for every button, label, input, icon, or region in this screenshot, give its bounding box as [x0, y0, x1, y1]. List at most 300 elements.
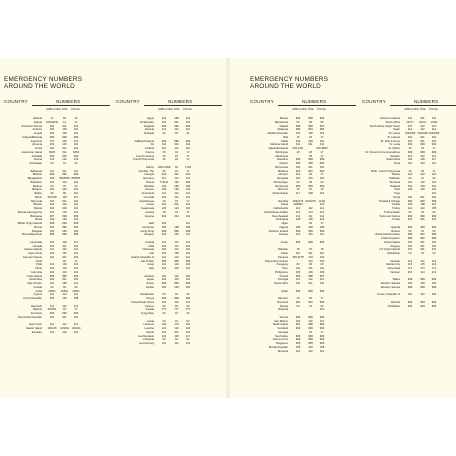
ambulance-number: 150 [49, 229, 55, 233]
fire-number: 93 [309, 180, 312, 184]
country-name: Spain [393, 128, 400, 132]
fire-number: 113 [420, 162, 425, 165]
ambulance-number: 1300-1399 [157, 165, 171, 169]
police-number: 110 [185, 128, 191, 132]
fire-number: 011 [308, 267, 313, 270]
fire-number: 26811 [60, 289, 69, 293]
country-name: Northern Ireland [268, 229, 288, 233]
police-number: 110 [185, 248, 191, 252]
country-name: San Marino [274, 319, 288, 323]
ambulance-subheading: AMBULANCE [292, 108, 307, 111]
ambulance-number: 104 [161, 233, 167, 237]
country-name: Cook Islands [26, 274, 42, 278]
country-name: Portugal [277, 278, 288, 282]
country-name: Hong Kong [140, 229, 154, 233]
police-number: 999 [73, 312, 79, 315]
numbers-heading: NUMBERS [56, 99, 81, 104]
country-name: Bermuda [31, 199, 42, 203]
police-number: 110 [73, 132, 79, 135]
police-number: 112 [185, 300, 191, 304]
police-number: 999 [431, 225, 437, 229]
fire-number: 119 [62, 270, 67, 274]
ambulance-number: 199 [49, 177, 55, 180]
country-name: Brazil [35, 218, 42, 222]
ambulance-number: 999 [161, 124, 167, 128]
police-number: 999 [185, 259, 191, 263]
police-number: 192 [185, 285, 191, 289]
fire-number: 193 [174, 285, 179, 289]
police-number: 911 [431, 139, 437, 143]
police-number: 999 [431, 237, 437, 240]
ambulance-number: 998 [407, 233, 413, 237]
country-name: Djibouti [33, 308, 42, 312]
ambulance-number: 999 [407, 278, 413, 282]
fire-number: 125 [174, 252, 179, 255]
country-name: United Arab Emirates [374, 233, 400, 237]
ambulance-number: 113 [407, 263, 413, 267]
fire-number: 911 [62, 244, 67, 248]
police-number: 110 [185, 177, 191, 180]
country-name: Jersey [146, 282, 154, 285]
ambulance-number: 911 [407, 218, 413, 222]
fire-number: 114 [308, 210, 313, 214]
fire-number: 01 [421, 177, 424, 180]
country-name: Finland [145, 147, 154, 150]
fire-number: 911 [308, 165, 313, 169]
ambulance-number: 998 [295, 124, 301, 128]
ambulance-number: 999 [295, 315, 301, 319]
fire-number: 999 [174, 139, 179, 143]
police-number: 911 [73, 278, 79, 282]
fire-number: 101 [174, 244, 179, 248]
ambulance-number: 118 [161, 248, 167, 252]
ambulance-number: 112 [161, 192, 167, 195]
country-name: Cuba [35, 289, 42, 293]
country-name: United States [383, 240, 400, 244]
country-name: Slovak Republic [268, 345, 288, 349]
ambulance-number: 911 [295, 143, 301, 147]
police-number: 993 [73, 225, 79, 229]
police-number: 114 [319, 210, 325, 214]
fire-number: 15 [309, 188, 312, 192]
police-number: 911 [319, 165, 325, 169]
country-heading: COUNTRY [4, 99, 29, 104]
fire-number: 105 [174, 233, 179, 237]
country-name: Honduras [142, 225, 154, 229]
country-name: Macau [279, 117, 288, 120]
fire-number: 18 [175, 199, 178, 203]
country-name: Kuwait [145, 308, 154, 312]
ambulance-number: 112 [407, 259, 413, 263]
fire-number: 112 [62, 248, 67, 252]
police-number: 10111 [318, 199, 326, 203]
ambulance-number: 103 [49, 143, 55, 147]
country-name: Liechtenstein [138, 334, 154, 338]
fire-number: 911 [308, 282, 313, 285]
fire-number: 999 [174, 282, 179, 285]
country-name: Netherlands Antilles [264, 210, 288, 214]
ambulance-number: 112 [295, 173, 301, 177]
ambulance-number: 100215 [47, 327, 57, 330]
police-number: 911 [431, 117, 437, 120]
country-name: Burma/Myanmar [22, 233, 42, 237]
fire-number: 112 [308, 207, 313, 210]
police-number: 110 [185, 207, 191, 210]
police-number: 02 [186, 319, 190, 323]
police-number: 911 [185, 143, 191, 147]
fire-number: 118 [308, 132, 313, 135]
country-name: France [145, 150, 154, 154]
country-name: Japan [146, 278, 154, 282]
fire-number: 911 [62, 150, 67, 154]
country-name: Romania [277, 300, 288, 304]
police-number: 999 [185, 124, 191, 128]
ambulance-number: 15 [162, 154, 166, 158]
country-name: Micronesia [275, 165, 288, 169]
ambulance-number: 121 [161, 327, 167, 330]
fire-number: 112 [62, 304, 67, 308]
ambulance-number: 100 [49, 188, 55, 192]
ambulance-number: 999 [49, 222, 55, 225]
country-name: St. Lucia [389, 143, 400, 147]
country-name: Luxembourg [139, 342, 154, 345]
police-number: 999 [431, 233, 437, 237]
fire-number: 18 [309, 297, 312, 300]
country-name: Niger [281, 222, 288, 225]
ambulance-number: 190 [407, 203, 413, 207]
ambulance-number: 128 [295, 218, 301, 222]
fire-number: 122 [62, 158, 67, 162]
country-name: Korea/South Korea [131, 300, 154, 304]
police-number: 6666 [73, 150, 79, 154]
ambulance-number: 119 [407, 173, 413, 177]
country-name: Yemen, Republic of [376, 293, 400, 297]
ambulance-number: 155 [49, 297, 55, 300]
fire-number: 995 [62, 225, 67, 229]
numbers-heading: NUMBERS [168, 99, 193, 104]
police-number: 112 [319, 278, 325, 282]
fire-number: 115 [420, 263, 425, 267]
fire-number: 119 [62, 267, 67, 270]
country-name: Kenya [146, 297, 154, 300]
country-name: Australia [31, 154, 42, 158]
country-name: Albania [33, 117, 42, 120]
police-number: 92 [74, 285, 78, 289]
fire-number: 118 [62, 128, 67, 132]
country-name: Mauritania [275, 154, 288, 158]
country-name: Maldive Republic [267, 132, 288, 135]
country-name: Russia [279, 304, 288, 308]
police-number: 999 [319, 334, 325, 338]
ambulance-number: 000 [49, 154, 55, 158]
country-name: Tanzania [389, 180, 400, 184]
country-name: Latvia [146, 319, 154, 323]
ambulance-number: 119 [161, 300, 167, 304]
ambulance-number: 903 [295, 169, 301, 173]
country-name: Uganda [390, 225, 400, 229]
country-name: Benin [35, 195, 42, 199]
country-name: Poland [279, 274, 288, 278]
police-number: 02 [186, 293, 190, 297]
fire-number: 18 [175, 210, 178, 214]
fire-number: 18 [309, 330, 312, 334]
country-name: Monaco [278, 173, 288, 177]
fire-number: 068 [308, 162, 313, 165]
ambulance-number: 911 [49, 124, 55, 128]
fire-number: 198 [308, 192, 313, 195]
police-number: 17 [74, 259, 78, 263]
country-name: Western Sahara [380, 282, 400, 285]
police-number: 110 [73, 128, 79, 132]
ambulance-number: 119 [49, 270, 55, 274]
fire-subheading: FIRE [62, 108, 68, 111]
ambulance-number: 118 [295, 319, 301, 323]
police-number: 02 [186, 338, 190, 342]
police-number: 995 [431, 304, 437, 308]
ambulance-number: 911 [407, 248, 413, 252]
ambulance-number: 994 [407, 304, 413, 308]
ambulance-number: 199 [161, 184, 167, 188]
ambulance-number: 999 [295, 289, 301, 293]
ambulance-number: 911 [161, 120, 167, 124]
fire-number: 115 [174, 267, 179, 270]
country-name: Zambia [391, 300, 400, 304]
police-number: 117 [431, 158, 437, 162]
police-number: 997 [319, 124, 325, 128]
fire-number: 199 [174, 188, 179, 192]
police-number: 112 [73, 304, 79, 308]
ambulance-number: 123 [161, 207, 167, 210]
fire-number: 112 [174, 177, 179, 180]
country-name: Mexico [279, 162, 288, 165]
fire-number: 110 [308, 259, 313, 263]
country-name: Egypt [147, 117, 154, 120]
police-number: 112 [185, 192, 191, 195]
country-name: Chile [35, 263, 42, 267]
police-number: 999 [431, 278, 437, 282]
police-number: 112 [185, 147, 191, 150]
numbers-heading: NUMBERS [414, 99, 439, 104]
fire-number: 190 [174, 184, 179, 188]
fire-number: 18 [309, 222, 312, 225]
country-name: Jordan [145, 285, 154, 289]
country-name: Greenland [141, 192, 154, 195]
country-name: Mozambique [272, 192, 288, 195]
police-number: 17 [320, 222, 324, 225]
country-name: South Africa [385, 120, 400, 124]
fire-number: 999 [174, 124, 179, 128]
fire-number: 01 [175, 293, 178, 297]
country-name: El Salvador [140, 120, 154, 124]
ambulance-number: 15 [296, 150, 300, 154]
police-number: 113 [319, 349, 325, 353]
country-name: Fiji [150, 143, 154, 147]
fire-number: 119 [62, 207, 67, 210]
ambulance-number: 911 [161, 143, 167, 147]
country-name: Belize [34, 192, 42, 195]
country-name: Rwanda [278, 308, 288, 312]
fire-number: 911 [420, 117, 425, 120]
fire-number: 166 [308, 270, 313, 274]
police-subheading: POLICE [429, 108, 438, 111]
fire-number: 18 [175, 154, 178, 158]
police-number: 101 [73, 330, 79, 334]
country-name: St. Martin [388, 147, 400, 150]
country-name: Lebanon [143, 323, 154, 327]
fire-number: 998 [308, 274, 313, 278]
police-number: 999 [319, 117, 325, 120]
ambulance-number: 999 [407, 225, 413, 229]
police-number: 110 [185, 278, 191, 282]
ambulance-number: 911 [49, 315, 55, 319]
ambulance-number: 118 [49, 207, 55, 210]
ambulance-number: 110 [49, 282, 55, 285]
police-number: 911 [73, 169, 79, 173]
ambulance-number: 911 [49, 199, 55, 203]
country-name: India [148, 244, 154, 248]
ambulance-number: 999 [295, 338, 301, 342]
police-number: 999 [431, 285, 437, 289]
ambulance-number: 999 [49, 312, 55, 315]
fire-number: 999 [420, 285, 425, 289]
police-number: 17 [320, 173, 324, 177]
fire-number: 18 [175, 150, 178, 154]
country-name: Cayman Islands [22, 255, 42, 259]
fire-number: 999 [174, 229, 179, 233]
fire-number: 18 [175, 158, 178, 162]
fire-number: 18 [63, 259, 66, 263]
police-number: 150 [431, 282, 437, 285]
police-number: 999 [185, 180, 191, 184]
ambulance-number: 991 [49, 225, 55, 229]
country-name: Philippines [275, 270, 288, 274]
fire-number: 981 [308, 300, 313, 304]
fire-number: 2032270 [305, 199, 316, 203]
police-number: 999 [319, 229, 325, 233]
country-name: Indonesia [142, 248, 154, 252]
ambulance-number: 15 [408, 169, 412, 173]
country-name: Ukraine [390, 229, 400, 233]
fire-number: 115 [308, 218, 313, 222]
country-name: Cape Verde [27, 252, 42, 255]
country-name: Costa Rica [28, 278, 42, 282]
police-number: 194 [431, 293, 437, 297]
country-name: Tuvalu [392, 218, 400, 222]
ambulance-number: 15 [296, 135, 300, 139]
fire-number: 118 [420, 158, 425, 162]
ambulance-number: 195 [161, 225, 167, 229]
country-name: Iran [149, 252, 154, 255]
country-name: Seychelles [275, 334, 288, 338]
country-name: Canary Islands [24, 248, 42, 252]
police-number: 100244 [71, 327, 81, 330]
country-name: Vietnam [390, 270, 400, 274]
fire-number: 175 [174, 323, 179, 327]
police-number: 911 [73, 147, 79, 150]
ambulance-number: 110 [407, 162, 413, 165]
country-name: Canada [32, 244, 42, 248]
police-number: 112 [319, 233, 325, 237]
fire-number: 911 [174, 120, 179, 124]
country-name: Haiti [148, 222, 154, 225]
fire-number: 01 [421, 229, 424, 233]
fire-number: 119 [420, 173, 425, 177]
fire-number: 193 [62, 218, 67, 222]
country-name: Nepal [280, 203, 288, 207]
police-number: 999 [73, 135, 79, 139]
country-name: Tonga [392, 195, 400, 199]
police-number: 999 [319, 128, 325, 132]
country-name: Hungary [143, 233, 154, 237]
police-number: 92 [320, 120, 324, 124]
ambulance-number: 166 [295, 270, 301, 274]
country-name: Antigua/Barbuda [21, 135, 42, 139]
police-number: 113 [319, 319, 325, 323]
country-name: Montserrat [275, 184, 288, 188]
country-name: Liberia [145, 330, 154, 334]
ambulance-number: 999 [407, 300, 413, 304]
police-number: 166 [73, 229, 79, 233]
fire-number: 997 [420, 233, 425, 237]
ambulance-number: 022 [161, 173, 167, 177]
fire-number: 911 [62, 255, 67, 259]
fire-number: 999 [308, 184, 313, 188]
fire-number: 993 [420, 300, 425, 304]
ambulance-number: 119 [161, 278, 167, 282]
police-number: 132 [73, 252, 79, 255]
fire-number: 199 [308, 139, 313, 143]
ambulance-number: 111 [295, 214, 301, 218]
country-name: Côte d'Ivoire [26, 282, 42, 285]
ambulance-number: 107 [407, 124, 413, 128]
country-name: Qatar [281, 289, 288, 293]
country-name: Taiwan [391, 173, 400, 177]
police-number: 955 [319, 300, 325, 304]
country-name: Dominica [30, 312, 42, 315]
country-name: Bahrain [32, 173, 42, 177]
ambulance-number: 118 [49, 128, 55, 132]
ambulance-number: 999 [49, 135, 55, 139]
ambulance-number: 14/Dakhla [45, 120, 59, 124]
police-number: 02 [74, 162, 78, 165]
fire-number: 119 [420, 188, 425, 192]
country-name: Iceland [145, 240, 154, 244]
fire-number: 911 [420, 135, 425, 139]
ambulance-number: 10177 [406, 120, 414, 124]
ambulance-number: 191 [407, 184, 413, 188]
fire-number: 18 [309, 150, 312, 154]
ambulance-number: 999 [295, 158, 301, 162]
country-name: Uruguay [389, 244, 400, 248]
ambulance-number: 228094 [293, 203, 303, 207]
police-number: 119 [73, 270, 79, 274]
police-number: 171 [431, 267, 437, 270]
police-number: 112 [431, 154, 437, 158]
ambulance-number: 144 [407, 158, 413, 162]
fire-number: 111 [308, 214, 313, 218]
country-name: Greece [145, 188, 154, 192]
police-number: 999 [73, 274, 79, 278]
ambulance-number: 011 [295, 267, 301, 270]
fire-number: 100 [62, 139, 67, 143]
fire-number: 198 [174, 225, 179, 229]
police-number: 911 [73, 315, 79, 319]
ambulance-number: 999 [161, 139, 167, 143]
country-name: Angola [33, 132, 42, 135]
country-name: Togo [394, 192, 400, 195]
fire-number: 112 [174, 192, 179, 195]
country-name: Samoa [279, 315, 288, 319]
